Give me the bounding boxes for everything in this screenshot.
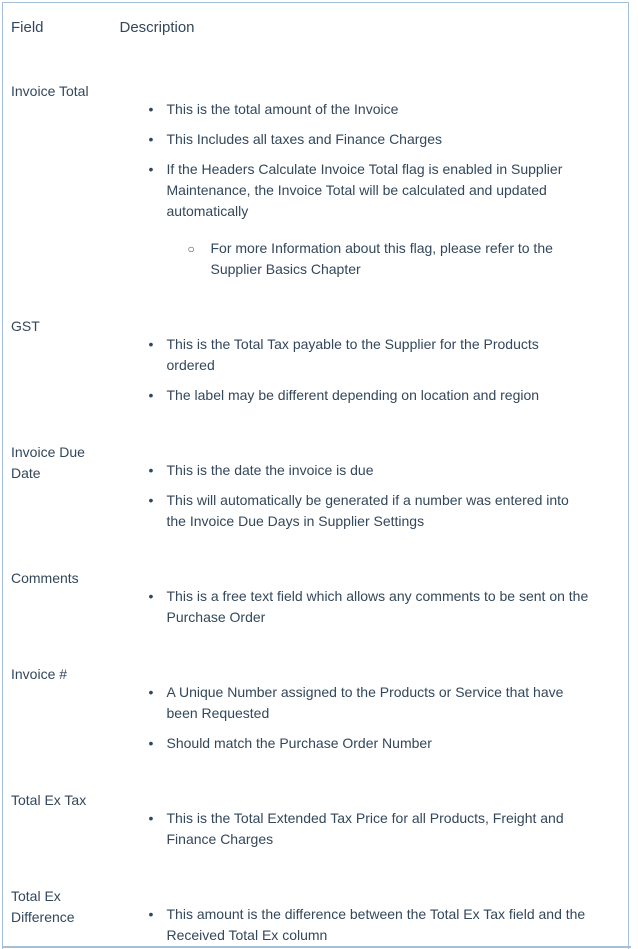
field-description (113, 552, 629, 648)
bullet-item: • This is the total amount of the Invoice (148, 99, 591, 120)
table-row (3, 300, 629, 426)
bullet-item: • This is a free text field which allows any comments to be sent on the Purchase Order (148, 586, 591, 628)
field-description (113, 774, 629, 870)
bullet-item: • This is the Total Extended Tax Price for all Products, Freight and Finance Charges (148, 808, 591, 850)
sub-bullet-item: ○ For more Information about this flag, please refer to the Supplier Basics Chapter (188, 238, 556, 280)
field-name: Invoice # (11, 666, 68, 682)
column-header-field: Field (11, 19, 44, 36)
bullet-list (120, 334, 627, 406)
field-name: Total Ex Tax (11, 792, 87, 808)
bullet-item: • This is the Total Tax payable to the Supplier for the Products ordered (148, 334, 591, 376)
table-row (3, 426, 629, 552)
field-description-table (2, 2, 629, 949)
sub-bullet-list (167, 238, 591, 280)
field-description (113, 648, 629, 774)
field-name: Invoice Total (11, 83, 89, 99)
bullet-list (120, 682, 627, 754)
bullet-item: • This Includes all taxes and Finance Charges (148, 129, 591, 150)
field-name: Total Ex Difference (11, 888, 75, 925)
field-name: Invoice Due Date (11, 444, 85, 481)
bullet-item: • The label may be different depending on location and region (148, 385, 591, 406)
table-row (3, 870, 629, 949)
table-row (3, 774, 629, 870)
bullet-list (120, 99, 627, 280)
field-description (113, 300, 629, 426)
column-header-description: Description (119, 19, 195, 36)
bullet-item: • This is the date the invoice is due (148, 460, 591, 481)
field-description (113, 426, 629, 552)
bullet-list (120, 586, 627, 628)
field-description (113, 870, 629, 949)
table-row (3, 65, 629, 300)
field-description (113, 65, 629, 300)
table-row (3, 552, 629, 648)
table-bottom-border (2, 946, 631, 948)
field-name: GST (11, 318, 40, 334)
bullet-item: • If the Headers Calculate Invoice Total flag is enabled in Supplier Maintenance, the Invoice Total will be calculated and updated automatically ○ For more Information about this flag, please refer to the Supplier Basics Chapter (148, 159, 591, 280)
bullet-item: • A Unique Number assigned to the Products or Service that have been Requested (148, 682, 591, 724)
bullet-list (120, 904, 627, 946)
bullet-item: • This will automatically be generated if a number was entered into the Invoice Due Days in Supplier Settings (148, 490, 591, 532)
bullet-list (120, 460, 627, 532)
table-header-row (3, 3, 629, 66)
field-name: Comments (11, 570, 79, 586)
table-row (3, 648, 629, 774)
bullet-item: • Should match the Purchase Order Number (148, 733, 591, 754)
bullet-list (120, 808, 627, 850)
bullet-item: • This amount is the difference between the Total Ex Tax field and the Received Total Ex column (148, 904, 591, 946)
